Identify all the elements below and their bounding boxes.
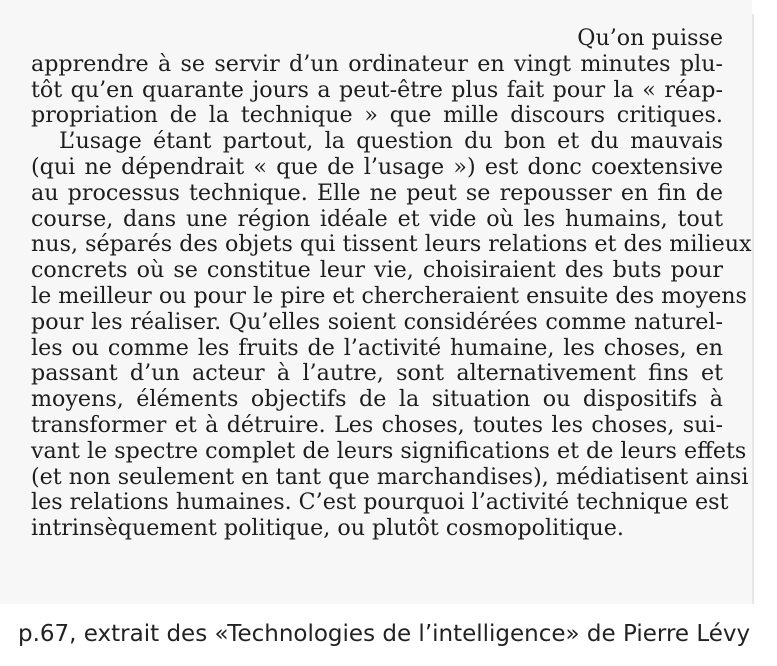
text-line: concrets où se constitue leur vie, choisiraient des buts pour — [31, 257, 723, 284]
text-line: le meilleur ou pour le pire et chercheraient ensuite des moyens — [31, 282, 747, 309]
text-line: (qui ne dépendrait « que de l’usage ») est donc coextensive — [31, 153, 723, 180]
text-line: vant le spectre complet de leurs significations et de leurs effets — [31, 437, 747, 464]
text-line: (et non seulement en tant que marchandises), médiatisent ainsi — [31, 463, 749, 490]
text-line: L’usage étant partout, la question du bon et du mauvais — [59, 128, 723, 155]
text-line: transformer et à détruire. Les choses, toutes les choses, sui- — [31, 411, 723, 438]
text-line: course, dans une région idéale et vide où les humains, tout — [31, 205, 723, 232]
text-line: Qu’on puisse — [577, 25, 723, 51]
text-line: passant d’un acteur à l’autre, sont alternativement fins et — [31, 360, 723, 387]
text-line: apprendre à se servir d’un ordinateur en vingt minutes plu- — [31, 50, 723, 77]
text-line: moyens, éléments objectifs de la situation ou dispositifs à — [31, 386, 723, 413]
text-line: tôt qu’en quarante jours a peut-être plus fait pour la « réap- — [31, 76, 723, 103]
text-line: les ou comme les fruits de l’activité humaine, les choses, en — [31, 334, 723, 361]
text-line: au processus technique. Elle ne peut se repousser en fin de — [31, 179, 723, 206]
source-caption: p.67, extrait des «Technologies de l’intelligence» de Pierre Lévy — [18, 621, 751, 647]
text-line: nus, séparés des objets qui tissent leurs relations et des milieux — [31, 231, 752, 258]
text-line: propriation de la technique » que mille discours critiques. — [31, 102, 723, 129]
text-line: intrinsèquement politique, ou plutôt cosmopolitique. — [31, 515, 624, 542]
book-excerpt — [31, 25, 752, 542]
scan-edge — [752, 14, 754, 604]
text-line: pour les réaliser. Qu’elles soient considérées comme naturel- — [31, 308, 723, 335]
text-line: les relations humaines. C’est pourquoi l’activité technique est — [31, 489, 729, 516]
